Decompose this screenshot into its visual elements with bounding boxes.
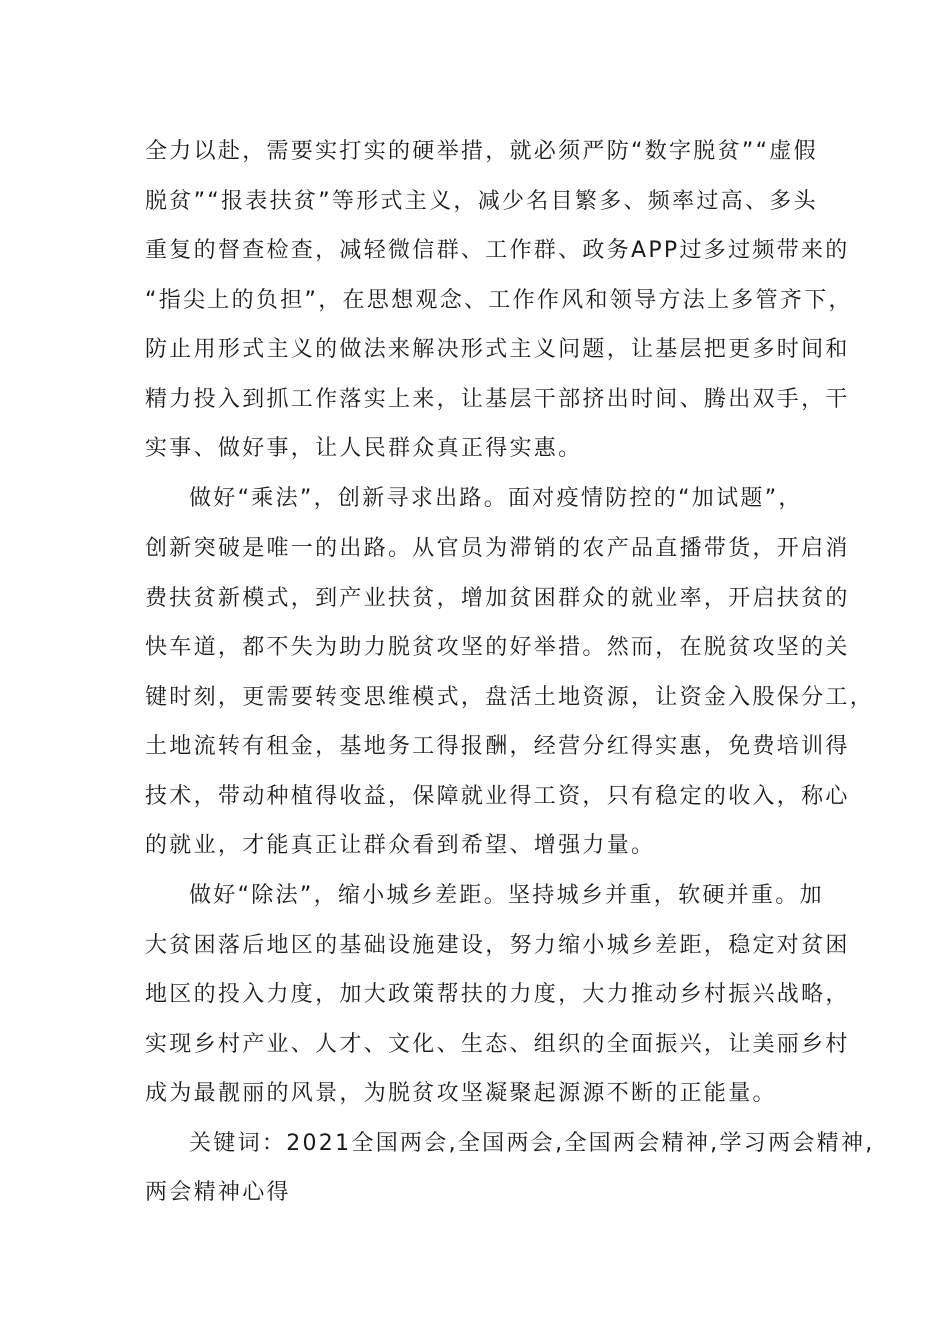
paragraph-line: 实现乡村产业、人才、文化、生态、组织的全面振兴，让美丽乡村: [145, 1032, 850, 1057]
paragraph-line: 键时刻，更需要转变思维模式，盘活土地资源，让资金入股保分工，: [145, 685, 875, 710]
paragraph-line: 创新突破是唯一的出路。从官员为滞销的农产品直播带货，开启消: [145, 536, 850, 561]
paragraph-line: 做好“乘法”，创新寻求出路。面对疫情防控的“加试题”，: [189, 486, 803, 511]
paragraph-line: 脱贫”“报表扶贫”等形式主义，减少名目繁多、频率过高、多头: [145, 189, 818, 214]
paragraph-line: 重复的督查检查，减轻微信群、工作群、政务APP过多过频带来的: [145, 238, 850, 263]
paragraph-line: 精力投入到抓工作落实上来，让基层干部挤出时间、腾出双手，干: [145, 387, 850, 412]
paragraph-line: 成为最靓丽的风景，为脱贫攻坚凝聚起源源不断的正能量。: [145, 1081, 777, 1106]
paragraph-line: 费扶贫新模式，到产业扶贫，增加贫困群众的就业率，开启扶贫的: [145, 586, 850, 611]
paragraph-line: “指尖上的负担”，在思想观念、工作作风和领导方法上多管齐下，: [145, 288, 853, 313]
paragraph-line: 土地流转有租金，基地务工得报酬，经营分红得实惠，免费培训得: [145, 734, 850, 759]
paragraph-line: 地区的投入力度，加大政策帮扶的力度，大力推动乡村振兴战略，: [145, 982, 850, 1007]
paragraph-line: 大贫困落后地区的基础设施建设，努力缩小城乡差距，稳定对贫困: [145, 933, 850, 958]
paragraph-line: 做好“除法”，缩小城乡差距。坚持城乡并重，软硬并重。加: [189, 883, 824, 908]
keywords-line: 关键词：2021全国两会,全国两会,全国两会精神,学习两会精神,: [189, 1131, 875, 1156]
paragraph-line: 的就业，才能真正让群众看到希望、增强力量。: [145, 833, 656, 858]
paragraph-line: 防止用形式主义的做法来解决形式主义问题，让基层把更多时间和: [145, 337, 850, 362]
paragraph-line: 技术，带动种植得收益，保障就业得工资，只有稳定的收入，称心: [145, 784, 850, 809]
keywords-line: 两会精神心得: [145, 1180, 291, 1205]
paragraph-line: 全力以赴，需要实打实的硬举措，就必须严防“数字脱贫”“虚假: [145, 139, 818, 164]
paragraph-line: 实事、做好事，让人民群众真正得实惠。: [145, 436, 583, 461]
paragraph-line: 快车道，都不失为助力脱贫攻坚的好举措。然而，在脱贫攻坚的关: [145, 635, 850, 660]
